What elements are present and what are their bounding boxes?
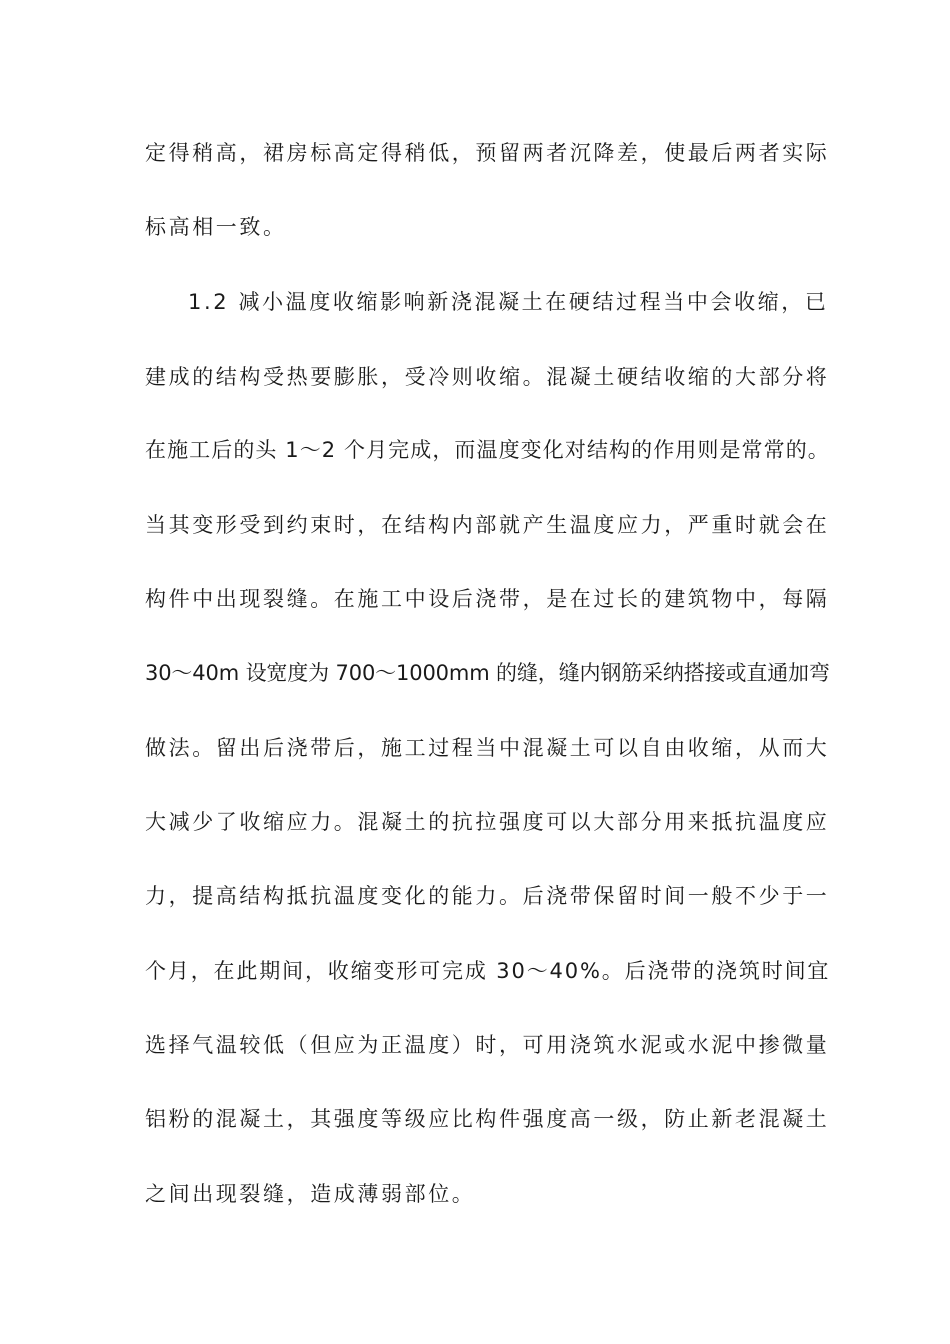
text-line: 铝粉的混凝土，其强度等级应比构件强度高一级，防止新老混凝土: [145, 1107, 830, 1131]
paragraph-start-line: 1.2 减小温度收缩影响新浇混凝土在硬结过程当中会收缩，已: [188, 290, 829, 314]
text-line: 当其变形受到约束时，在结构内部就产生温度应力，严重时就会在: [145, 513, 830, 537]
text-line: 标高相一致。: [145, 215, 287, 239]
text-line: 30～40m 设宽度为 700～1000mm 的缝，缝内钢筋采纳搭接或直通加弯: [145, 661, 830, 685]
text-line: 力，提高结构抵抗温度变化的能力。后浇带保留时间一般不少于一: [145, 884, 830, 908]
text-line: 之间出现裂缝，造成薄弱部位。: [145, 1182, 476, 1206]
text-line: 构件中出现裂缝。在施工中设后浇带，是在过长的建筑物中，每隔: [145, 587, 830, 611]
text-line: 选择气温较低（但应为正温度）时，可用浇筑水泥或水泥中掺微量: [145, 1033, 830, 1057]
text-line: 在施工后的头 1～2 个月完成，而温度变化对结构的作用则是常常的。: [145, 438, 830, 462]
text-line: 个月，在此期间，收缩变形可完成 30～40%。后浇带的浇筑时间宜: [145, 959, 831, 983]
text-line: 大减少了收缩应力。混凝土的抗拉强度可以大部分用来抵抗温度应: [145, 810, 830, 834]
text-line: 定得稍高，裙房标高定得稍低，预留两者沉降差，使最后两者实际: [145, 141, 830, 165]
text-line: 做法。留出后浇带后，施工过程当中混凝土可以自由收缩，从而大: [145, 736, 830, 760]
text-line: 建成的结构受热要膨胀，受冷则收缩。混凝土硬结收缩的大部分将: [145, 365, 830, 389]
